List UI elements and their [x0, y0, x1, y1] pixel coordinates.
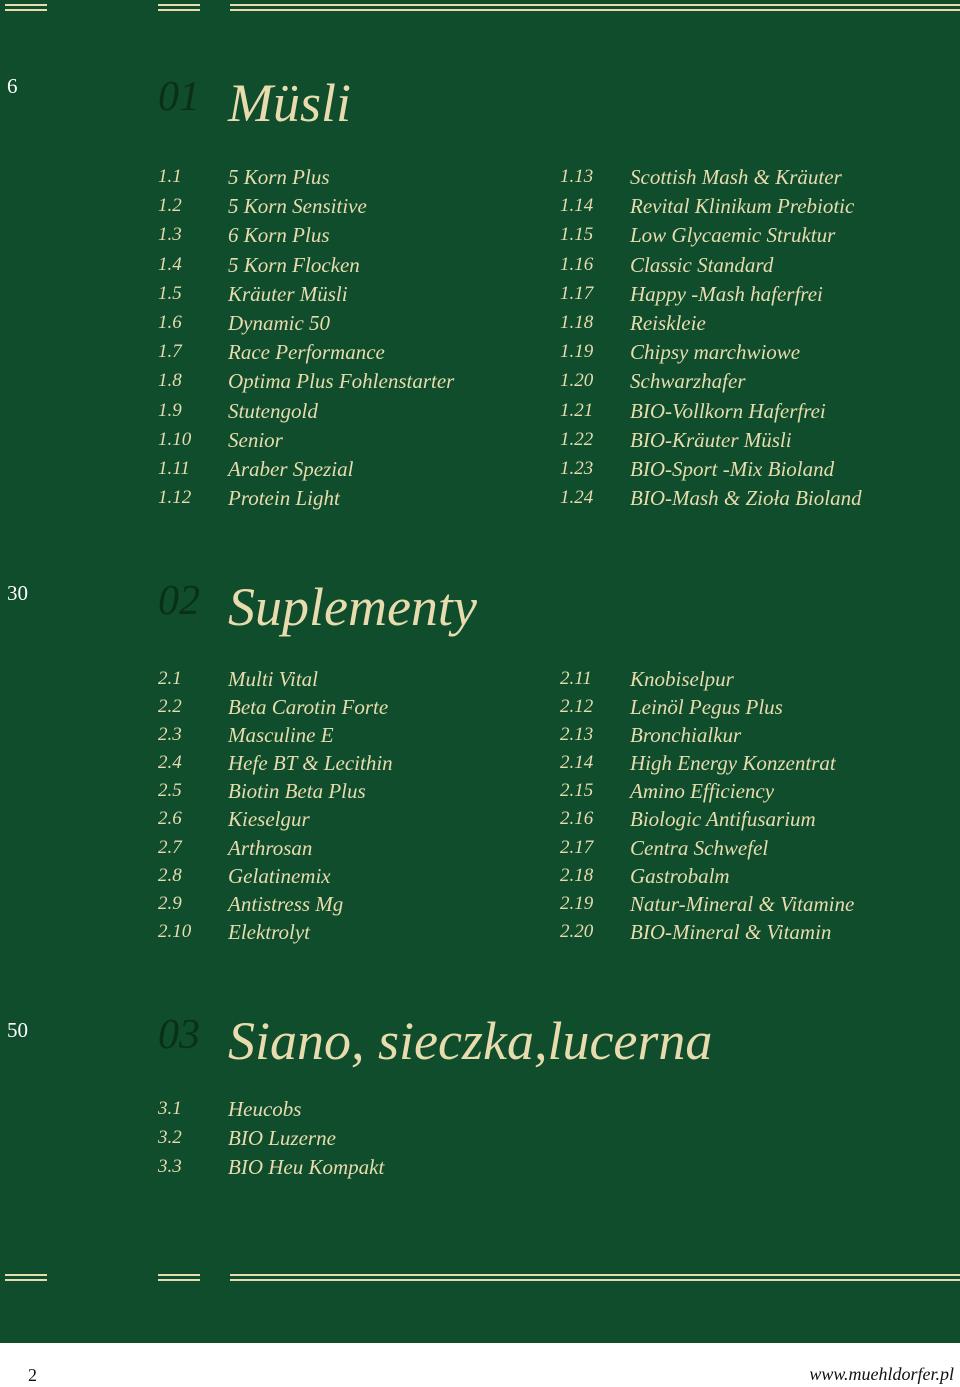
item-number: 1.20 — [560, 370, 594, 392]
item-name: Gelatinemix — [228, 863, 331, 888]
item-name: Centra Schwefel — [630, 835, 769, 860]
item-number: 1.11 — [158, 457, 190, 479]
item-number: 3.2 — [158, 1127, 182, 1149]
item-name: Biotin Beta Plus — [228, 779, 366, 804]
item-name: Amino Efficiency — [630, 779, 775, 804]
top-rule-mid — [158, 4, 200, 11]
item-number: 2.8 — [158, 864, 182, 886]
item-number: 1.23 — [560, 457, 594, 479]
bottom-rule-left — [5, 1274, 47, 1281]
bottom-rule-mid — [158, 1274, 200, 1281]
item-name: Hefe BT & Lecithin — [228, 751, 393, 776]
item-name: Antistress Mg — [228, 891, 344, 916]
item-number: 1.9 — [158, 399, 182, 421]
item-name: Chipsy marchwiowe — [630, 340, 801, 365]
item-number: 1.24 — [560, 487, 594, 509]
item-number: 2.5 — [158, 780, 182, 802]
section-page-ref: 30 — [7, 581, 28, 605]
item-name: Natur-Mineral & Vitamine — [630, 891, 855, 916]
footer-website-link[interactable]: www.muehldorfer.pl — [809, 1364, 954, 1384]
section-number: 02 — [158, 578, 200, 624]
item-name: Leinöl Pegus Plus — [630, 695, 783, 720]
item-name: Araber Spezial — [228, 456, 354, 481]
item-number: 1.14 — [560, 195, 594, 217]
item-number: 2.6 — [158, 808, 182, 830]
item-name: Dynamic 50 — [228, 310, 331, 335]
footer-page-number: 2 — [28, 1365, 37, 1385]
item-name: Multi Vital — [228, 667, 319, 691]
item-name: Classic Standard — [630, 252, 774, 277]
item-number: 2.4 — [158, 752, 182, 774]
item-number: 2.20 — [560, 920, 594, 942]
item-number: 2.17 — [560, 836, 594, 858]
item-number: 1.22 — [560, 428, 594, 450]
section-title: Müsli — [228, 73, 352, 133]
section-number: 03 — [158, 1012, 200, 1058]
item-name: 5 Korn Flocken — [228, 252, 360, 277]
item-number: 2.14 — [560, 752, 594, 774]
item-number: 2.1 — [158, 668, 182, 689]
item-name: Bronchialkur — [630, 723, 742, 748]
item-number: 1.17 — [560, 282, 594, 304]
top-rule-left — [5, 4, 47, 11]
section-page-ref: 50 — [7, 1018, 28, 1042]
item-name: Knobiselpur — [630, 667, 734, 691]
item-number: 2.18 — [560, 864, 594, 886]
item-number: 1.6 — [158, 311, 182, 333]
item-name: Beta Carotin Forte — [228, 695, 389, 720]
item-name: Biologic Antifusarium — [630, 807, 816, 832]
item-name: BIO-Mineral & Vitamin — [630, 919, 832, 944]
item-name: Heucobs — [228, 1097, 302, 1121]
item-number: 2.11 — [560, 668, 592, 689]
item-number: 1.5 — [158, 282, 182, 304]
item-number: 2.9 — [158, 892, 182, 914]
item-name: Protein Light — [228, 486, 340, 511]
bottom-rule-right — [230, 1274, 960, 1281]
item-name: 5 Korn Plus — [228, 165, 330, 189]
item-number: 1.16 — [560, 253, 594, 275]
item-number: 1.7 — [158, 341, 182, 363]
item-number: 1.13 — [560, 166, 594, 187]
item-name: BIO-Sport -Mix Bioland — [630, 456, 835, 481]
item-name: Revital Klinikum Prebiotic — [630, 194, 855, 219]
item-number: 2.7 — [158, 836, 182, 858]
item-name: High Energy Konzentrat — [630, 751, 836, 776]
item-name: Stutengold — [228, 398, 318, 423]
item-number: 1.1 — [158, 166, 182, 187]
item-number: 1.21 — [560, 399, 594, 421]
item-number: 2.10 — [158, 920, 192, 942]
item-name: Low Glycaemic Struktur — [630, 223, 836, 248]
item-name: Reiskleie — [630, 310, 706, 335]
item-number: 2.13 — [560, 724, 594, 746]
item-name: 6 Korn Plus — [228, 223, 330, 248]
item-number: 1.4 — [158, 253, 182, 275]
section-page-ref: 6 — [7, 74, 18, 98]
item-number: 2.3 — [158, 724, 182, 746]
item-name: Arthrosan — [228, 835, 313, 860]
item-name: Elektrolyt — [228, 919, 311, 944]
item-name: Senior — [228, 427, 283, 452]
item-number: 2.15 — [560, 780, 594, 802]
top-rule-right — [230, 4, 960, 11]
item-number: 1.12 — [158, 487, 192, 509]
item-number: 1.3 — [158, 224, 182, 246]
item-name: Optima Plus Fohlenstarter — [228, 369, 455, 394]
section-title: Siano, sieczka,lucerna — [228, 1011, 713, 1071]
item-number: 2.12 — [560, 696, 594, 718]
item-name: Scottish Mash & Kräuter — [630, 165, 842, 189]
item-name: BIO-Vollkorn Haferfrei — [630, 398, 826, 423]
item-number: 2.2 — [158, 696, 182, 718]
item-name: Kieselgur — [228, 807, 310, 832]
item-name: 5 Korn Sensitive — [228, 194, 367, 219]
item-number: 2.19 — [560, 892, 594, 914]
item-number: 1.10 — [158, 428, 192, 450]
item-name: Masculine E — [228, 723, 334, 748]
item-number: 1.18 — [560, 311, 594, 333]
item-name: Happy -Mash haferfrei — [630, 281, 823, 306]
item-number: 3.3 — [158, 1156, 182, 1178]
item-name: BIO Luzerne — [228, 1126, 336, 1151]
item-number: 1.2 — [158, 195, 182, 217]
section-title: Suplementy — [228, 577, 477, 637]
item-name: Schwarzhafer — [630, 369, 746, 394]
item-name: Gastrobalm — [630, 863, 730, 888]
section-number: 01 — [158, 74, 200, 120]
item-number: 2.16 — [560, 808, 594, 830]
item-number: 1.15 — [560, 224, 594, 246]
item-name: BIO-Mash & Zioła Bioland — [630, 486, 862, 511]
item-number: 1.19 — [560, 341, 594, 363]
item-name: Race Performance — [228, 340, 385, 365]
item-name: Kräuter Müsli — [228, 281, 348, 306]
item-number: 3.1 — [158, 1098, 182, 1119]
item-name: BIO Heu Kompakt — [228, 1155, 385, 1180]
item-number: 1.8 — [158, 370, 182, 392]
item-name: BIO-Kräuter Müsli — [630, 427, 792, 452]
